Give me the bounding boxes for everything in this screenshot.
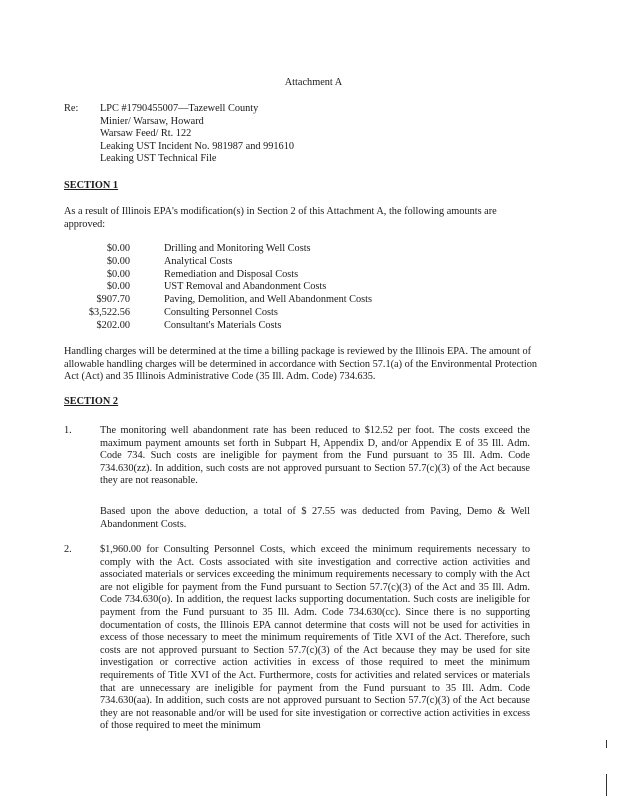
cost-amount: $907.70 [96,294,130,306]
handling-charges-paragraph: Handling charges will be determined at the time a billing package is reviewed by the Illinois EPA. The amount of allowable handling charges will be determined in accordance with Section 57.1(a) of the Environmental Protection Act (Act) and 35 Illinois Administrative Code (35 Ill. Adm. Code) 734.635. [64,346,538,383]
cost-description: UST Removal and Abandonment Costs [164,281,327,293]
cost-amount: $0.00 [106,243,130,254]
scan-mark [606,740,607,748]
cost-description: Remediation and Disposal Costs [164,268,299,280]
scan-mark [606,774,607,796]
re-line: Leaking UST Technical File [100,153,217,165]
re-label: Re: [64,103,79,114]
re-line: Warsaw Feed/ Rt. 122 [100,128,192,140]
cost-amount: $0.00 [106,255,130,267]
cost-amount: $202.00 [96,319,130,331]
section-2-heading: SECTION 2 [64,396,119,407]
section-1-heading: SECTION 1 [64,180,119,191]
item-2-text: $1,960.00 for Consulting Personnel Costs, which exceed the minimum requirements necessary to comply with the Act. Costs associated with site investigation and corrective action activities and associated materials or services exceeding the minimum requirements necessary to comply with the Act are not eligible for payment from the Fund pursuant to Section 57.7(c)(3) of the Act and 35 Ill. Adm. Code 734.630(o). In addition, the request lacks supporting documentation. Such costs are ineligible for payment from the Fund pursuant to 35 Ill. Adm. Code 734.630(cc). Since there is no supporting documentation of costs, the Illinois EPA cannot determine that costs will not be used for activities in excess of those necessary to meet the minimum requirements of Title XVI of the Act. Therefore, such costs are not approved pursuant to Section 57.7(c)(3) of the Act because they may be used for site investigation or corrective action activities in excess of those required to meet the minimum requirements of Title XVI of the Act. Furthermore, costs for activities and related services or materials that are unnecessary are ineligible for payment from the Fund pursuant to 35 Ill. Adm. Code 734.630(aa). In addition, such costs are not approved pursuant to Section 57.7(c)(3) of the Act because they are not reasonable and/or will be used for site investigation or corrective action activities in excess of those required to meet the minimum [100,544,530,732]
cost-description: Drilling and Monitoring Well Costs [164,243,311,254]
cost-description: Paving, Demolition, and Well Abandonment Costs [164,294,373,306]
page-title: Attachment A [284,77,343,88]
cost-description: Consulting Personnel Costs [164,306,278,318]
cost-amount: $0.00 [106,268,130,280]
cost-amount: $3,522.56 [88,306,130,318]
item-number: 1. [64,425,72,436]
cost-description: Consultant's Materials Costs [164,319,282,331]
re-line: LPC #1790455007—Tazewell County [100,103,259,114]
re-line: Leaking UST Incident No. 981987 and 991610 [100,140,294,152]
item-1-followup: Based upon the above deduction, a total of $ 27.55 was deducted from Paving, Demo & Well Abandonment Costs. [100,506,530,530]
cost-description: Analytical Costs [164,255,233,267]
item-1-text: The monitoring well abandonment rate has been reduced to $12.52 per foot. The costs exceed the maximum payment amounts set forth in Subpart H, Appendix D, and/or Appendix E of 35 Ill. Adm. Code 734. Such costs are ineligible for payment from the Fund pursuant to 35 Ill. Adm. Code 734.630(zz). In addition, such costs are not approved pursuant to Section 57.7(c)(3) of the Act because they are not reasonable. [100,425,530,487]
re-line: Minier/ Warsaw, Howard [100,115,204,127]
item-number: 2. [64,544,72,555]
cost-amount: $0.00 [106,281,130,293]
section-1-intro: As a result of Illinois EPA's modification(s) in Section 2 of this Attachment A, the following amounts are approved: [64,206,497,230]
re-block [100,103,294,166]
